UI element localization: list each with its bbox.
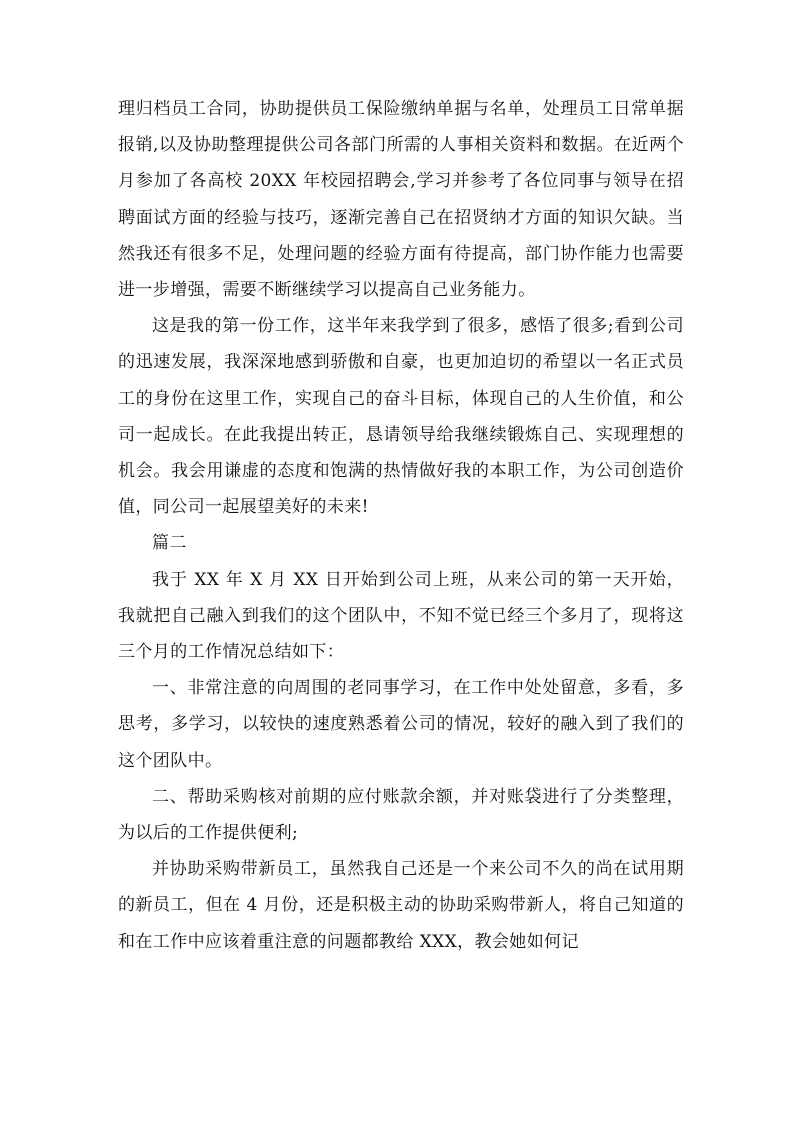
paragraph-intro: 我于 XX 年 X 月 XX 日开始到公司上班，从来公司的第一天开始，我就把自己融入到我们的这个团队中，不知不觉已经三个多月了，现将这三个月的工作情况总结如下： bbox=[118, 569, 684, 663]
paragraph-continuation: 理归档员工合同，协助提供员工保险缴纳单据与名单，处理员工日常单据报销,以及协助整理提供公司各部门所需的人事相关资料和数据。在近两个月参加了各高校 20XX 年校园招聘会,学习并参考了各位同事与领导在招聘面试方面的经验与技巧，逐渐完善自己在招贤纳才方面的知识欠缺。当然我还有很多不足，处理问题的经验方面有待提高，部门协作能力也需要进一步增强，需要不断继续学习以提高自己业务能力。 bbox=[118, 99, 684, 301]
section-heading: 篇二 bbox=[152, 533, 187, 554]
document-body bbox=[118, 91, 684, 960]
paragraph-item-one: 一、非常注意的向周围的老同事学习，在工作中处处留意，多看，多思考，多学习，以较快的速度熟悉着公司的情况，较好的融入到了我们的这个团队中。 bbox=[118, 678, 684, 771]
paragraph-item-two: 二、帮助采购核对前期的应付账款余额，并对账袋进行了分类整理，为以后的工作提供便利; bbox=[118, 786, 684, 844]
paragraph-training: 并协助采购带新员工，虽然我自己还是一个来公司不久的尚在试用期的新员工，但在 4 月份，还是积极主动的协助采购带新人，将自己知道的和在工作中应该着重注意的问题都教给 XXX，教会她如何记 bbox=[118, 859, 684, 952]
paragraph-first-job: 这是我的第一份工作，这半年来我学到了很多，感悟了很多;看到公司的迅速发展，我深深地感到骄傲和自豪，也更加迫切的希望以一名正式员工的身份在这里工作，实现自己的奋斗目标，体现自己的人生价值，和公司一起成长。在此我提出转正，恳请领导给我继续锻炼自己、实现理想的机会。我会用谦虚的态度和饱满的热情做好我的本职工作，为公司创造价值，同公司一起展望美好的未来! bbox=[118, 316, 684, 518]
